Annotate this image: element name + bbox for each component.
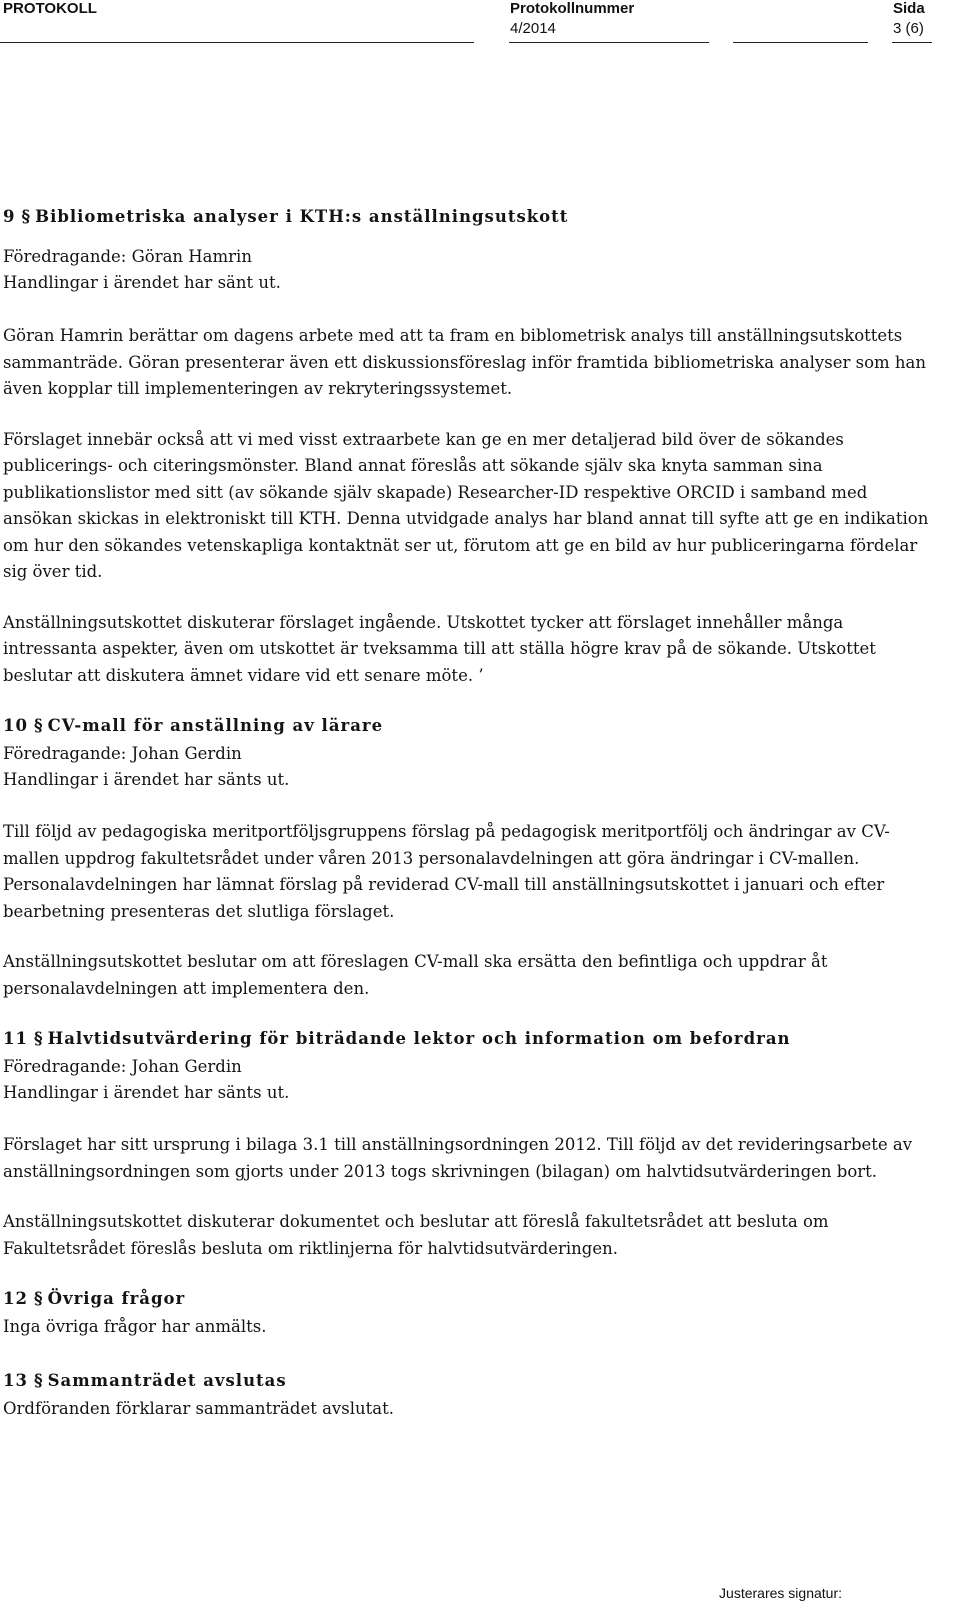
page-label: Sida — [893, 0, 925, 17]
signature-label: Justerares signatur: — [719, 1585, 842, 1601]
presenter: Föredragande: Johan Gerdin — [3, 1057, 242, 1076]
documents-note: Handlingar i ärendet har sänts ut. — [3, 1083, 290, 1102]
header-rule-right — [892, 42, 932, 43]
section-13 — [3, 1366, 938, 1422]
paragraph: Anställningsutskottet beslutar om att föreslagen CV-mall ska ersätta den befintliga och uppdrar åt personalavdelningen att implementera den. — [3, 952, 828, 998]
section-number: 13 — [3, 1371, 28, 1390]
paragraph: Förslaget har sitt ursprung i bilaga 3.1 till anställningsordningen 2012. Till följd av det revideringsarbete av anställningsordningen som gjorts under 2013 togs skrivningen (bilagan) om halvtidsutvärderingen bort. — [3, 1135, 913, 1181]
doc-type-label: PROTOKOLL — [3, 0, 97, 17]
section-number: 10 — [3, 716, 28, 735]
section-heading — [3, 711, 938, 741]
section-number: 12 — [3, 1289, 28, 1308]
section-title: CV-mall för anställning av lärare — [47, 716, 384, 735]
paragraph: Anställningsutskottet diskuterar förslaget ingående. Utskottet tycker att förslaget innehåller många intressanta aspekter, även om utskottet är tveksamma till att ställa högre krav på de sökande. Utskottet beslutar att diskutera ämnet vidare vid ett senare möte. ’ — [3, 612, 876, 685]
section-heading — [3, 1284, 938, 1314]
paragraph: Förslaget innebär också att vi med visst extraarbete kan ge en mer detaljerad bild över de sökandes publicerings- och citeringsmönster. Bland annat föreslås att sökande själv ska knyta samman sina publikationslistor med sitt (av sökande själv skapade) Researcher-ID respektive ORCID i samband med ansökan skickas in elektroniskt till KTH. Denna utvidgade analys har bland annat till syfte att ge en indikation om hur den sökandes vetenskapliga kontaktnät ser ut, förutom att ge en bild av hur publiceringarna fördelar sig över tid. — [3, 429, 929, 581]
protocol-number-label: Protokollnummer — [510, 0, 635, 17]
section-heading — [3, 1366, 938, 1396]
paragraph-symbol: § — [33, 716, 44, 735]
documents-note: Handlingar i ärendet har sänts ut. — [3, 770, 290, 789]
section-11 — [3, 1024, 938, 1262]
paragraph-symbol: § — [33, 1029, 44, 1048]
paragraph-symbol: § — [33, 1371, 44, 1390]
section-9 — [3, 202, 938, 689]
header-rule-middle — [509, 42, 709, 43]
protocol-content — [3, 202, 938, 1422]
paragraph-symbol: § — [21, 207, 32, 226]
documents-note: Handlingar i ärendet har sänt ut. — [3, 273, 281, 292]
section-title: Halvtidsutvärdering för biträdande lektor och information om befordran — [47, 1029, 791, 1048]
paragraph: Till följd av pedagogiska meritportföljsgruppens förslag på pedagogisk meritportfölj och ändringar av CV-mallen uppdrog fakultetsrådet under våren 2013 personalavdelningen att göra ändringar i CV-mallen. Personalavdelningen har lämnat förslag på reviderad CV-mall till anställningsutskottet i januari och efter bearbetning presenteras det slutliga förslaget. — [3, 822, 890, 921]
header-rule-middle-right — [733, 42, 868, 43]
paragraph: Anställningsutskottet diskuterar dokumentet och beslutar att föreslå fakultetsrådet att besluta om Fakultetsrådet föreslås besluta om riktlinjerna för halvtidsutvärderingen. — [3, 1212, 829, 1258]
section-10 — [3, 711, 938, 1002]
section-heading — [3, 1024, 938, 1054]
paragraph: Göran Hamrin berättar om dagens arbete med att ta fram en biblometrisk analys till anställningsutskottets sammanträde. Göran presenterar även ett diskussionsföreslag inför framtida bibliometriska analyser som han även kopplar till implementeringen av rekryteringssystemet. — [3, 326, 926, 398]
section-number: 9 — [3, 207, 16, 226]
protocol-number-value: 4/2014 — [510, 20, 556, 37]
presenter: Föredragande: Göran Hamrin — [3, 247, 252, 266]
paragraph-symbol: § — [33, 1289, 44, 1308]
presenter: Föredragande: Johan Gerdin — [3, 744, 242, 763]
page-header — [0, 0, 960, 60]
section-title: Bibliometriska analyser i KTH:s anställningsutskott — [35, 207, 569, 226]
section-number: 11 — [3, 1029, 28, 1048]
section-title: Sammanträdet avslutas — [47, 1371, 287, 1390]
section-title: Övriga frågor — [47, 1289, 186, 1308]
section-text: Inga övriga frågor har anmälts. — [3, 1317, 267, 1336]
page-value: 3 (6) — [893, 20, 924, 37]
section-heading — [3, 202, 938, 232]
header-rule-left — [0, 42, 474, 43]
section-text: Ordföranden förklarar sammanträdet avslutat. — [3, 1399, 394, 1418]
section-12 — [3, 1284, 938, 1340]
